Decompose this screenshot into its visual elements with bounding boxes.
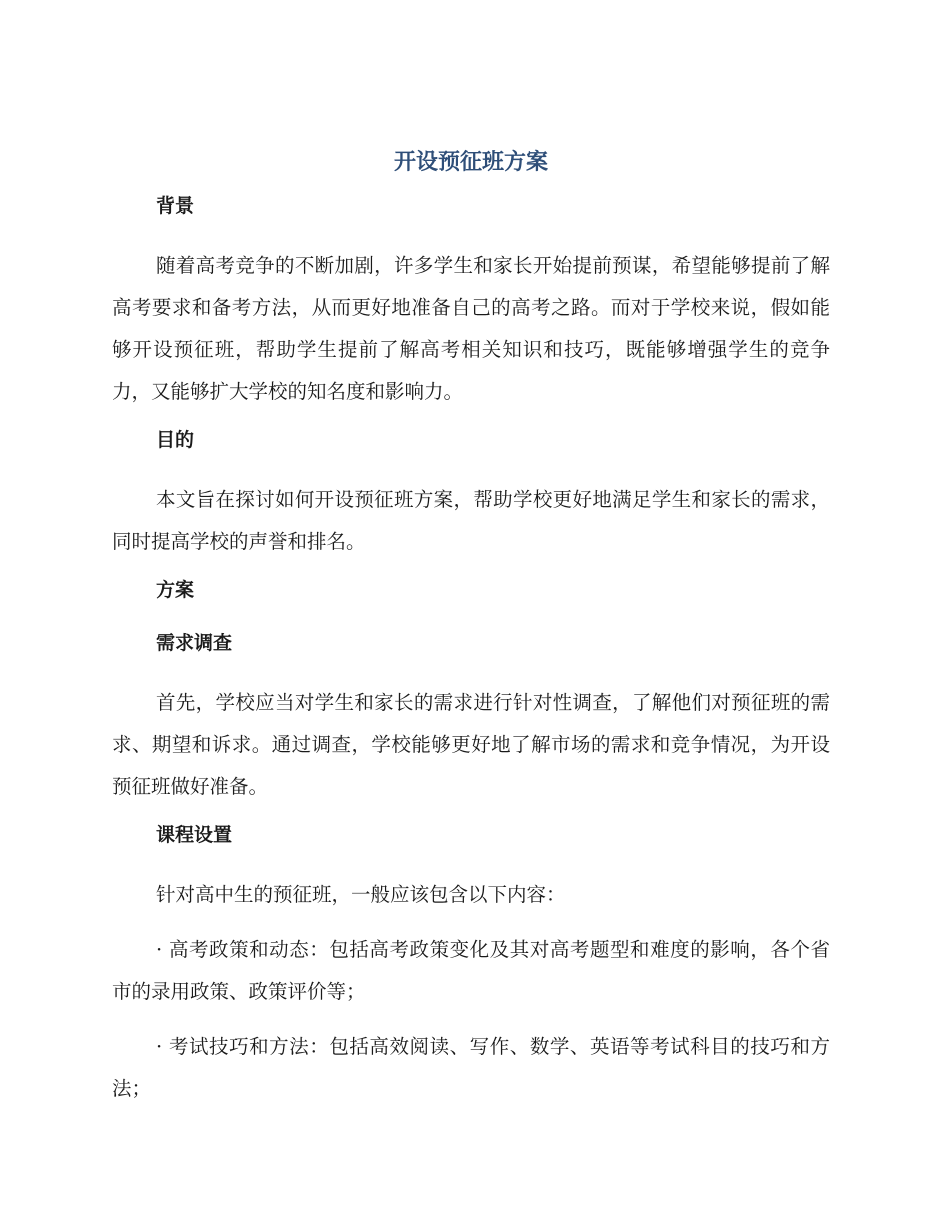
survey-paragraph: 首先，学校应当对学生和家长的需求进行针对性调查，了解他们对预征班的需求、期望和诉求。通过调查，学校能够更好地了解市场的需求和竞争情况，为开设预征班做好准备。 [112, 691, 830, 798]
document-page [112, 146, 830, 1123]
section-heading-purpose: 目的 [156, 429, 195, 451]
course-list-item: · 高考政策和动态：包括高考政策变化及其对高考题型和难度的影响，各个省市的录用政策、政策评价等； [112, 938, 830, 1003]
course-list-item: · 考试技巧和方法：包括高效阅读、写作、数学、英语等考试科目的技巧和方法； [112, 1035, 830, 1100]
background-paragraph: 随着高考竞争的不断加剧，许多学生和家长开始提前预谋，希望能够提前了解高考要求和备考方法，从而更好地准备自己的高考之路。而对于学校来说，假如能够开设预征班，帮助学生提前了解高考相关知识和技巧，既能够增强学生的竞争力，又能够扩大学校的知名度和影响力。 [112, 254, 830, 403]
section-heading-survey: 需求调查 [156, 632, 233, 654]
document-title: 开设预征班方案 [393, 150, 548, 175]
section-heading-course: 课程设置 [156, 824, 233, 846]
section-heading-plan: 方案 [156, 579, 195, 601]
course-intro-paragraph: 针对高中生的预征班，一般应该包含以下内容： [156, 883, 566, 906]
purpose-paragraph: 本文旨在探讨如何开设预征班方案，帮助学校更好地满足学生和家长的需求，同时提高学校的声誉和排名。 [112, 488, 830, 553]
section-heading-background: 背景 [156, 195, 195, 217]
